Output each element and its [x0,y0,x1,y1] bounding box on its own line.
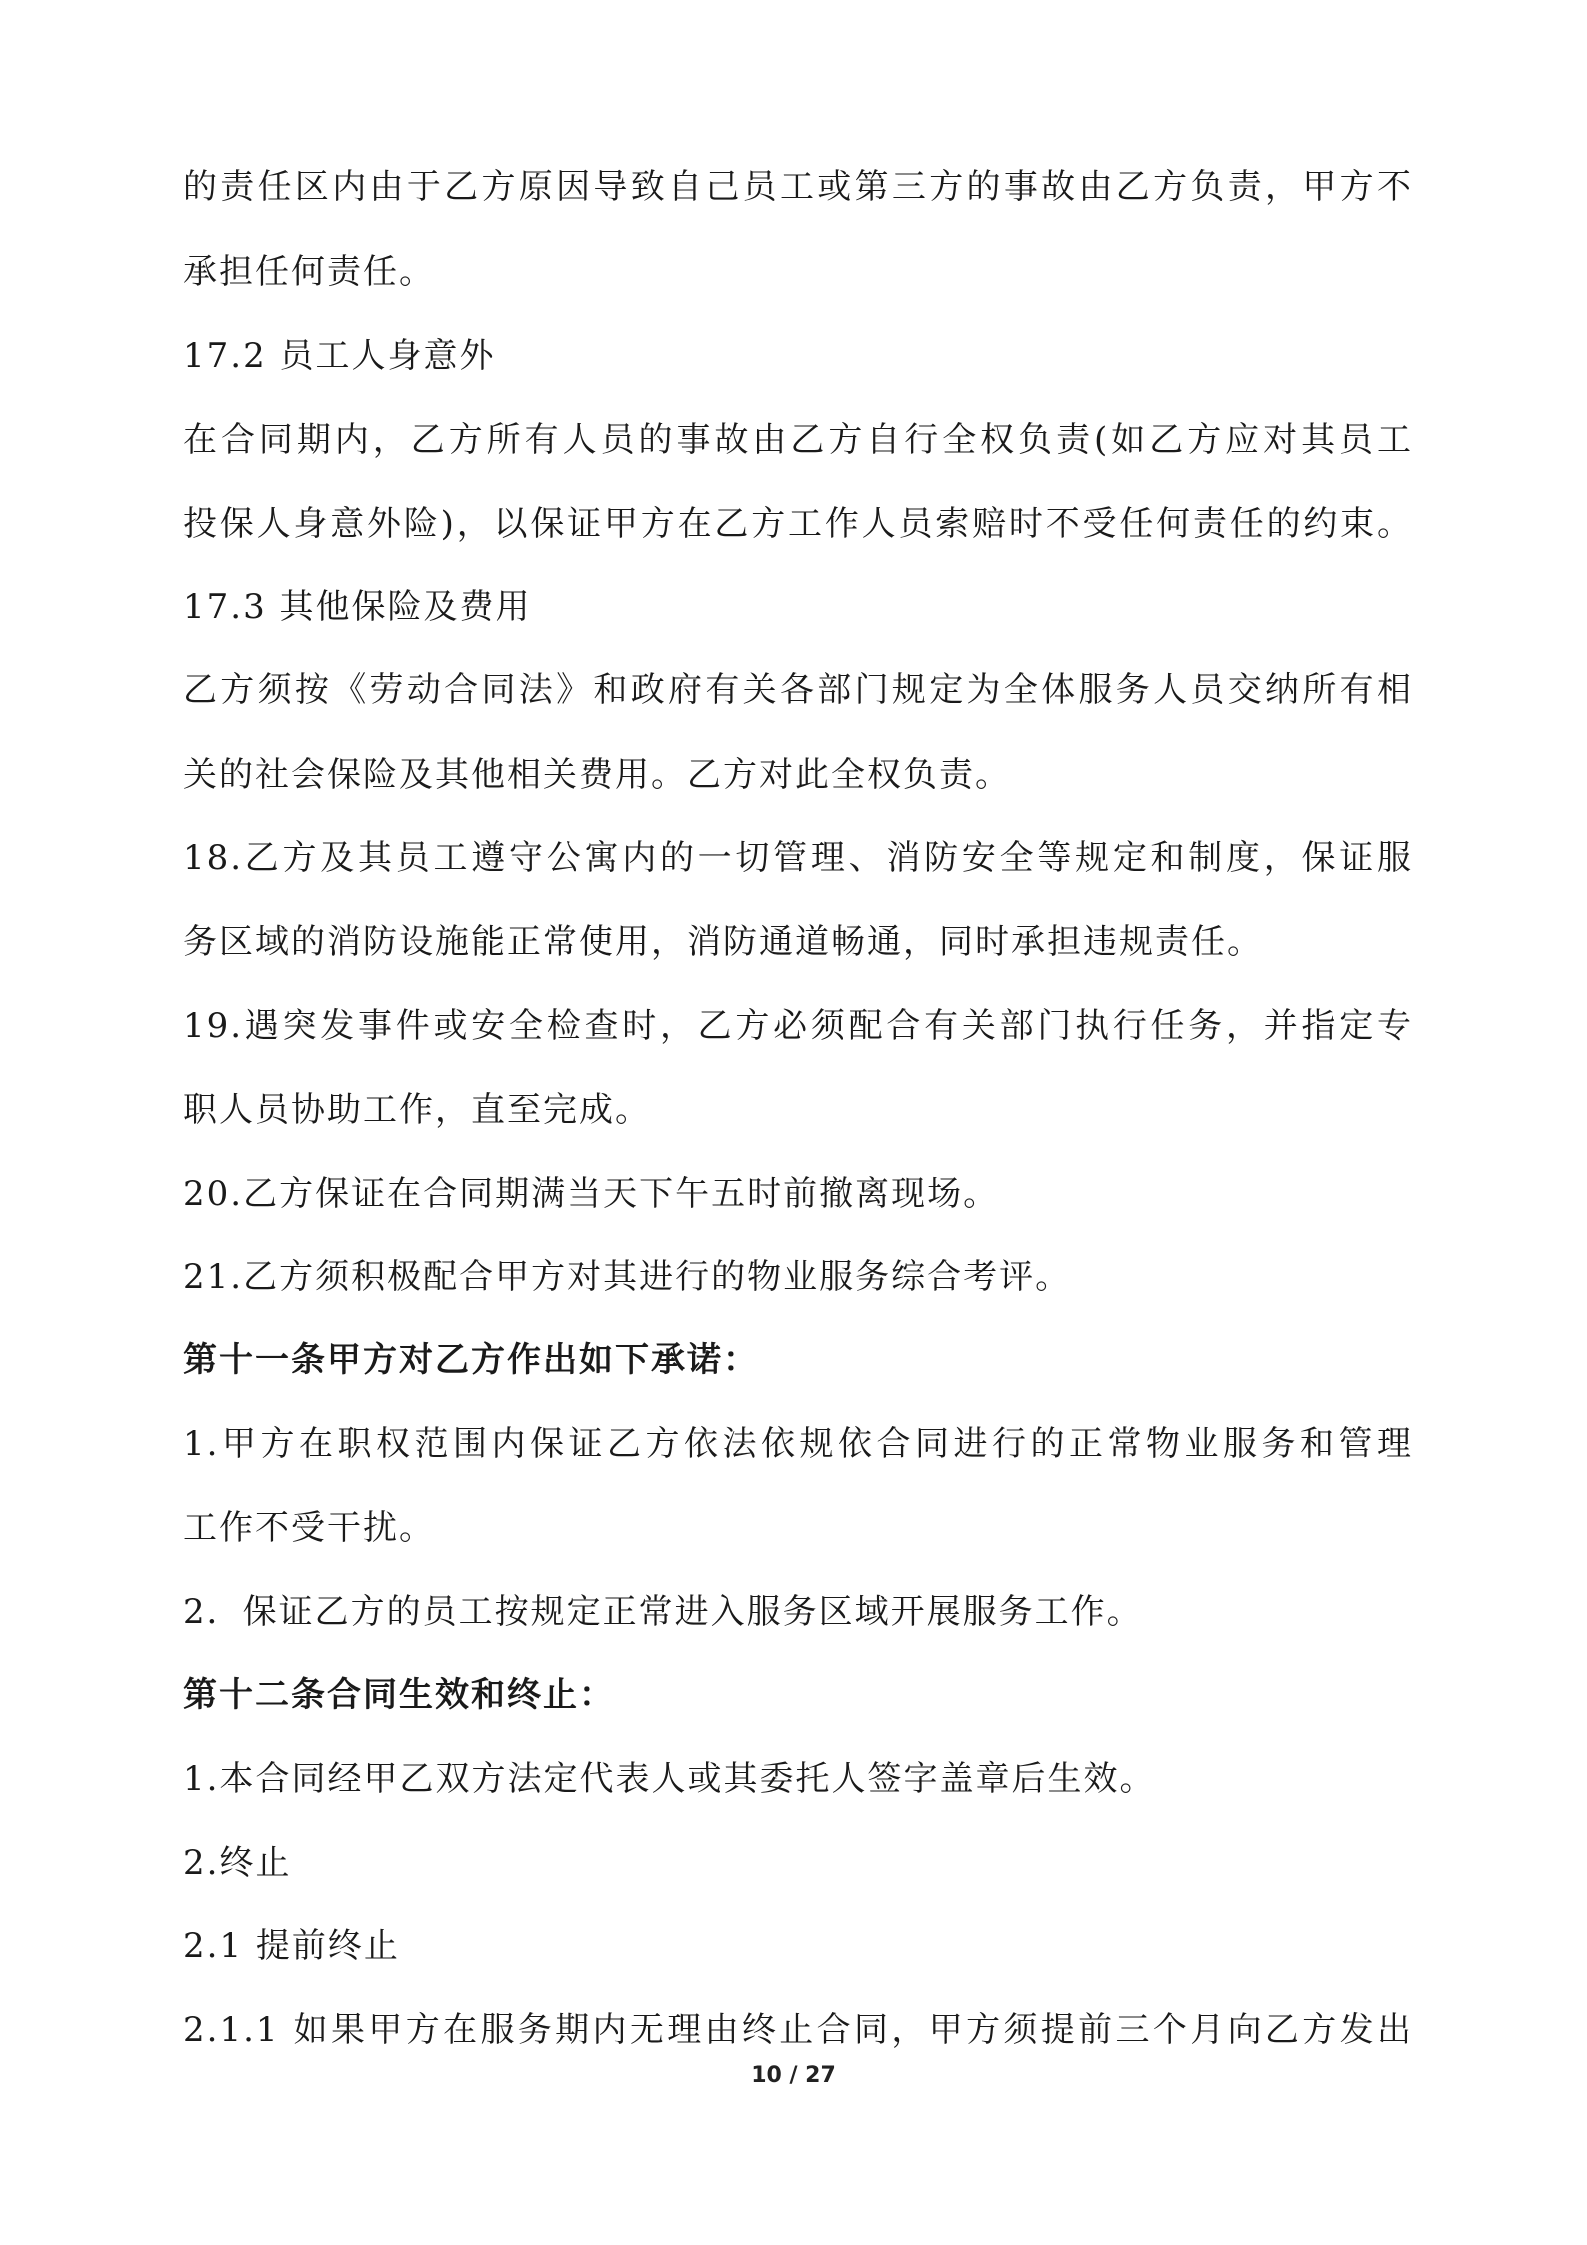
text-line: 投保人身意外险)，以保证甲方在乙方工作人员索赔时不受任何责任的约束。 [183,504,1413,544]
text-line: 的责任区内由于乙方原因导致自己员工或第三方的事故由乙方负责，甲方不 [183,167,1413,207]
page-number: 10 / 27 [751,2063,836,2088]
clause-heading-17-3: 17.3 其他保险及费用 [183,587,532,627]
text-line: 1.本合同经甲乙双方法定代表人或其委托人签字盖章后生效。 [183,1759,1156,1799]
clause-heading-17-2: 17.2 员工人身意外 [183,336,496,376]
article-12-heading: 第十二条合同生效和终止： [183,1675,615,1715]
text-line: 关的社会保险及其他相关费用。乙方对此全权负责。 [183,755,1011,795]
text-line: 1.甲方在职权范围内保证乙方依法依规依合同进行的正常物业服务和管理 [183,1424,1413,1464]
text-line: 21.乙方须积极配合甲方对其进行的物业服务综合考评。 [183,1257,1072,1297]
article-11-heading: 第十一条甲方对乙方作出如下承诺： [183,1340,759,1380]
text-line: 20.乙方保证在合同期满当天下午五时前撤离现场。 [183,1174,1000,1214]
text-line: 工作不受干扰。 [183,1508,435,1548]
text-line: 乙方须按《劳动合同法》和政府有关各部门规定为全体服务人员交纳所有相 [183,670,1413,710]
text-line: 在合同期内，乙方所有人员的事故由乙方自行全权负责(如乙方应对其员工 [183,420,1413,460]
text-line: 2．保证乙方的员工按规定正常进入服务区域开展服务工作。 [183,1592,1143,1632]
text-line: 务区域的消防设施能正常使用，消防通道畅通，同时承担违规责任。 [183,922,1263,962]
text-line: 19.遇突发事件或安全检查时，乙方必须配合有关部门执行任务，并指定专 [183,1006,1413,1046]
text-line: 职人员协助工作，直至完成。 [183,1090,651,1130]
text-line: 18.乙方及其员工遵守公寓内的一切管理、消防安全等规定和制度，保证服 [183,838,1413,878]
text-line: 2.1.1 如果甲方在服务期内无理由终止合同，甲方须提前三个月向乙方发出 [183,2010,1413,2050]
clause-heading-2: 2.终止 [183,1843,292,1883]
clause-heading-2-1: 2.1 提前终止 [183,1926,400,1966]
text-line: 承担任何责任。 [183,252,435,292]
